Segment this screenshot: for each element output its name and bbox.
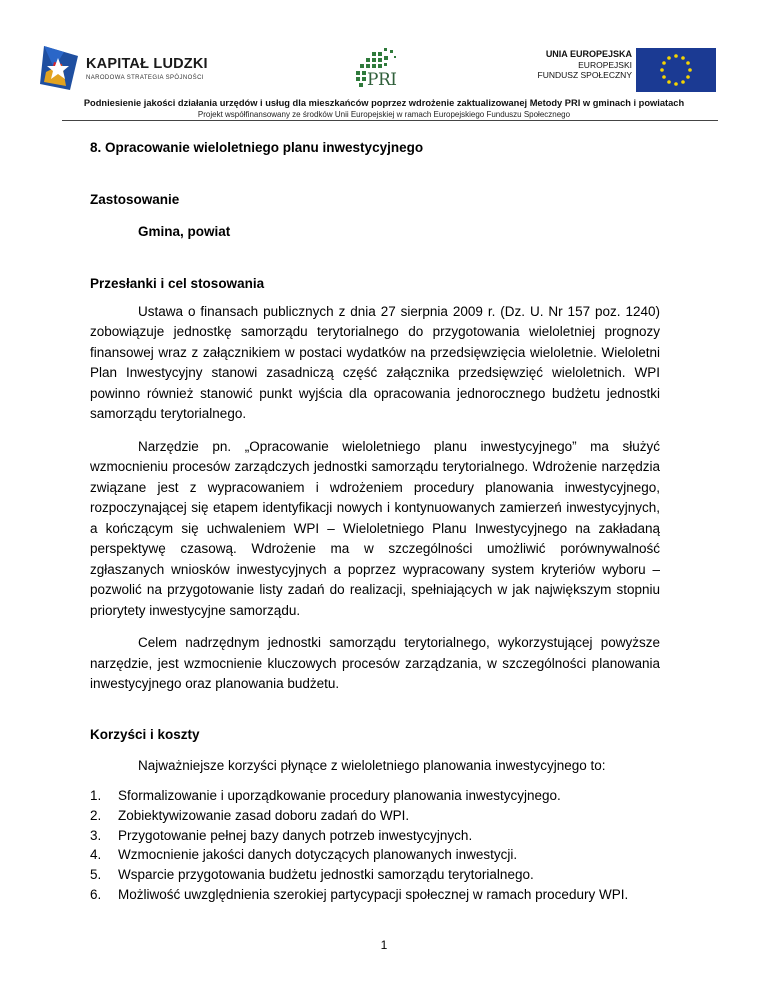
list-item <box>90 786 660 806</box>
paragraph: Narzędzie pn. „Opracowanie wieloletniego planu inwestycyjnego” ma służyć wzmocnieniu procesów zarządczych jednostki samorządu terytorialnego. Wdrożenie narzędzia związane jest z wypracowaniem i wdrożeniem procedury planowania inwestycyjnego, rozpoczynającej się etapem identyfikacji nowych i kontynuowanych zamierzeń inwestycyjnych, a kończącym się uchwaleniem WPI – Wieloletniego Planu Inwestycyjnego na zakładaną perspektywę czasową. Wdrożenie ma w szczególności umożliwić porównywalność zgłaszanych wniosków inwestycyjnych a poprzez wypracowany system kryteriów wyboru – pozwolić na przygotowanie listy zadań do realizacji, spełniających w jak największym stopniu priorytety inwestycyjne samorządu. <box>90 438 660 618</box>
list-text: Sformalizowanie i uporządkowanie procedury planowania inwestycyjnego. <box>118 788 561 803</box>
application-value: Gmina, powiat <box>138 224 231 239</box>
header-divider <box>62 120 718 121</box>
document-title: 8. Opracowanie wieloletniego planu inwestycyjnego <box>90 140 424 155</box>
eu-flag-icon <box>636 48 716 92</box>
kapital-ludzki-logo <box>40 44 230 94</box>
kapital-ludzki-title: KAPITAŁ LUDZKI <box>86 56 208 72</box>
list-number: 3. <box>90 827 102 843</box>
eu-efs-logo <box>537 48 716 92</box>
section-heading-premises: Przesłanki i cel stosowania <box>90 275 265 291</box>
benefits-intro: Najważniejsze korzyści płynące z wieloletniego planowania inwestycyjnego to: <box>138 757 606 773</box>
eu-line-european: EUROPEJSKI <box>578 59 632 70</box>
eu-line-union: UNIA EUROPEJSKA <box>545 49 632 59</box>
list-text: Przygotowanie pełnej bazy danych potrzeb inwestycyjnych. <box>118 827 473 843</box>
list-number: 1. <box>90 788 102 803</box>
pri-logo-text: PRI <box>367 70 397 90</box>
list-number: 4. <box>90 847 102 863</box>
page-number: 1 <box>380 938 388 952</box>
list-number: 5. <box>90 867 102 883</box>
list-number: 6. <box>90 886 102 902</box>
list-item <box>90 885 660 905</box>
kapital-ludzki-emblem-icon <box>40 46 80 92</box>
list-number: 2. <box>90 807 102 823</box>
section-heading-application: Zastosowanie <box>90 192 180 207</box>
list-item <box>90 845 660 865</box>
kapital-ludzki-subtitle: NARODOWA STRATEGIA SPÓJNOŚCI <box>86 75 204 81</box>
paragraph: Ustawa o finansach publicznych z dnia 27 sierpnia 2009 r. (Dz. U. Nr 157 poz. 1240) zobowiązuje jednostkę samorządu terytorialnego do przygotowania wieloletniej prognozy finansowej wraz z załącznikiem w postaci wydatków na przedsięwzięcia wieloletnie. Wieloletni Plan Inwestycyjny stanowi zasadniczą część załącznika przedsięwzięć wieloletnich. WPI powinno również stanowić punkt wyjścia dla opracowania jednorocznego budżetu jednostki samorządu terytorialnego. <box>90 303 660 421</box>
list-text: Możliwość uwzględnienia szerokiej partycypacji społecznej w ramach procedury WPI. <box>118 886 629 902</box>
list-item <box>90 826 660 846</box>
list-text: Wsparcie przygotowania budżetu jednostki samorządu terytorialnego. <box>118 867 534 883</box>
paragraph: Celem nadrzędnym jednostki samorządu terytorialnego, wykorzystującej powyższe narzędzie, jest wzmocnienie kluczowych procesów zarządzania, w szczególności planowania inwestycyjnego oraz planowania budżetu. <box>90 635 660 691</box>
eu-logo-text <box>538 49 632 81</box>
document-body <box>90 130 660 905</box>
list-text: Zobiektywizowanie zasad doboru zadań do WPI. <box>118 807 410 823</box>
benefits-list <box>90 786 660 905</box>
list-text: Wzmocnienie jakości danych dotyczących planowanych inwestycji. <box>118 847 518 863</box>
section-heading-benefits: Korzyści i koszty <box>90 726 200 742</box>
header-project-title: Podniesienie jakości działania urzędów i usług dla mieszkańców poprzez wdrożenie zaktualizowanej Metody PRI w gminach i powiatach <box>83 98 685 108</box>
header-cofinancing-note: Projekt współfinansowany ze środków Unii Europejskiej w ramach Europejskiego Funduszu Społecznego <box>197 110 571 119</box>
list-item <box>90 865 660 885</box>
list-item <box>90 806 660 826</box>
pri-logo <box>350 46 410 96</box>
eu-line-fund: FUNDUSZ SPOŁECZNY <box>537 70 632 80</box>
